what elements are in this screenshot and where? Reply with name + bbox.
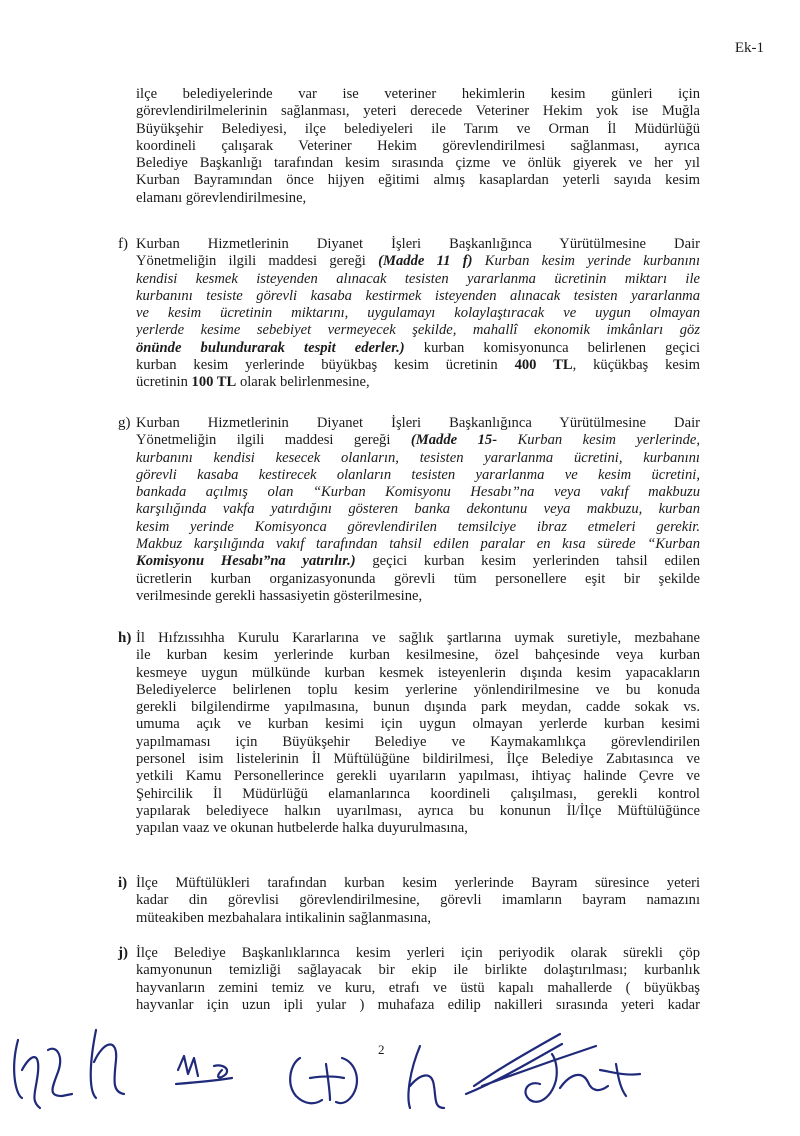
text-line: kurbanını tesiste görevli kasaba kestirmek isteyenden alınacak tesisten yararlanma: [136, 287, 700, 304]
text-line: kurbanını kendisi kesecek olanların, tesisten yararlanma ücretini, kurbanını: [136, 449, 700, 466]
text-line: ücretlerin kurban organizasyonunda görevli tüm personellere eşit bir şekilde: [136, 570, 700, 587]
text-line: hayvanlar için uzun ipli yular ) muhafaza edilip nakilleri sırasında yeteri kadar: [136, 996, 700, 1013]
text-line: Kurban Hizmetlerinin Diyanet İşleri Başkanlığınca Yürütülmesine Dair: [136, 415, 700, 431]
signature-1: [14, 1040, 72, 1108]
signature-2: [91, 1030, 124, 1098]
text-line: verilmesinde gerekli hassasiyetin gösterilmesine,: [136, 587, 423, 604]
item-label-j: j): [118, 945, 128, 961]
text-line: yapılmaması için Büyükşehir Belediye ve Kaymakamlıkça görevlendirilen: [136, 733, 700, 750]
text-line: Yönetmeliğin ilgili maddesi gereği (Madde 15- Kurban kesim yerlerinde,: [136, 432, 700, 449]
signature-5: [408, 1046, 444, 1108]
signature-row: [0, 1000, 800, 1131]
small-animal-fee: 100 TL: [191, 374, 237, 391]
text-line: umuma açık ve kurban kesimi için uygun olmayan yerlerde kurban kesimi: [136, 716, 700, 733]
text-line: Büyükşehir Belediyesi, ilçe belediyeleri ile Tarım ve Orman İl Müdürlüğü: [136, 120, 700, 137]
text-line: Makbuz karşılığında vakıf tarafından tahsil edilen paralar en kısa sürede “Kurban: [136, 536, 700, 553]
text-line: ilçe belediyelerinde var ise veteriner hekimlerin kesim günleri için: [136, 86, 700, 102]
text-line: İlçe Müftülükleri tarafından kurban kesim yerlerinde Bayram süresince yeteri: [136, 875, 700, 891]
text-line: koordineli çalışarak Veteriner Hekim görevlendirilmesi sağlanması, ayrıca: [136, 137, 700, 154]
text-line: ile kurban kesim yerlerinde kurban kesilmesine, özel bahçesinde veya kurban: [136, 647, 700, 664]
text-line: bankada açılmış olan “Kurban Komisyonu Hesabı”na veya vakıf makbuzu: [136, 484, 700, 501]
paragraph-e-continuation: [136, 86, 700, 207]
text-line: Kurban Bayramından önce hijyen eğitimi almış kasaplardan yeterli sayıda kesim: [136, 172, 700, 189]
article-reference: (Madde 11 f): [378, 253, 473, 270]
page-number: 2: [378, 1042, 385, 1057]
paragraph-f: [136, 236, 700, 392]
text-line: görevli kasaba kestirecek olanların tesisten yararlanma ve kesim ücretini,: [136, 466, 700, 483]
text-line: yapılan vaaz ve okunan hutbelerde halka duyurulmasına,: [136, 820, 468, 837]
text-line: Yönetmeliğin ilgili maddesi gereği (Madde 11 f) Kurban kesim yerinde kurbanını: [136, 253, 700, 270]
text-line: yerlerde kesime sebebiyet vermeyecek şekilde, mahallî ekonomik imkânları göz: [136, 322, 700, 339]
text-line: İl Hıfzıssıhha Kurulu Kararlarına ve sağlık şartlarına uymak suretiyle, mezbahane: [136, 630, 700, 646]
signature-4: [290, 1058, 357, 1103]
text-line: kadar din görevlisi görevlendirilmesine, görevli imamların bayram namazını: [136, 892, 700, 909]
text-line: Komisyonu Hesabı”na yatırılır.) geçici kurban kesim yerlerinden tahsil edilen: [136, 553, 700, 570]
large-animal-fee: 400 TL: [514, 357, 573, 374]
text-line: müteakiben mezbahalara intikalinin sağlanmasına,: [136, 909, 432, 926]
text-line: yapılarak belediyece halkın uyarılması, ayrıca bu konunun İl/İlçe Müftülüğünce: [136, 802, 700, 819]
text-line: kendisi kesmek isteyenden alınacak tesisten yararlanma ücretinin miktarı ile: [136, 270, 700, 287]
paragraph-h: [136, 630, 700, 838]
text-line: görevlendirilmelerinin sağlanması, yeteri derecede Veteriner Hekim yok ise Muğla: [136, 103, 700, 120]
text-line: ve kesim ücretinin miktarını, uygulamayı kolaylaştıracak ve uygun olmayan: [136, 305, 700, 322]
text-line: yetkili Kamu Personellerince gerekli uyarıların yapılması, ihtiyaç halinde Çevre ve: [136, 768, 700, 785]
paragraph-i: [136, 875, 700, 927]
text-line: hayvanların zemini temiz ve kuru, etrafı ve üstü kapalı mahallerde ( büyükbaş: [136, 979, 700, 996]
text-line: personel isim listelerinin İl Müftülüğüne bildirilmesi, İlçe Belediye Zabıtasınca ve: [136, 751, 700, 768]
text-line: İlçe Belediye Başkanlıklarınca kesim yerleri için periyodik olarak sürekli çöp: [136, 945, 700, 961]
signature-6: [466, 1034, 596, 1094]
item-label-g: g): [118, 415, 131, 431]
item-label-i: i): [118, 875, 128, 891]
item-label-h: h): [118, 630, 132, 646]
text-line: ücretinin 100 TL olarak belirlenmesine,: [136, 374, 370, 391]
signatures-svg: [0, 1000, 800, 1131]
text-line: kamyonunun temizliği sağlayacak bir ekip ile birlikte dolaştırılması; kurbanlık: [136, 962, 700, 979]
text-line: gerekli bilgilendirme yapılmasına, bunun dışında park meydan, cadde sokak vs.: [136, 699, 700, 716]
signature-7: [525, 1054, 640, 1102]
item-label-f: f): [118, 236, 128, 252]
article-reference: (Madde 15-: [410, 432, 498, 449]
text-line: elamanı görevlendirilmesine,: [136, 189, 307, 206]
signature-3: [176, 1056, 232, 1084]
text-line: Belediye Başkanlığı tarafından kesim sırasında çizme ve önlük giyerek ve her yıl: [136, 155, 700, 172]
text-line: karşılığında vakfa yatırdığını gösteren banka dekontunu veya makbuzu, kurban: [136, 501, 700, 518]
text-line: Belediyelerce belirlenen toplu kesim yerlerine yönlendirilmesine ve bu konuda: [136, 681, 700, 698]
annex-label: Ek-1: [734, 40, 764, 56]
text-line: kesim yerinde Komisyonca görevlendirilen temsilciye ibraz etmeleri gerekir.: [136, 518, 700, 535]
text-line: kesmeye uygun mülkünde kurban kesmek isteyenlerin dışında kesim yapacakların: [136, 664, 700, 681]
text-line: Kurban Hizmetlerinin Diyanet İşleri Başkanlığınca Yürütülmesine Dair: [136, 236, 700, 252]
text-line: önünde bulundurarak tespit ederler.) kurban komisyonunca belirlenen geçici: [136, 339, 700, 356]
paragraph-g: [136, 415, 700, 605]
text-line: Şehircilik İl Müdürlüğü elamanlarınca koordineli çalışılması, gerekli kontrol: [136, 785, 700, 802]
text-line: kurban kesim yerlerinde büyükbaş kesim ücretinin 400 TL, küçükbaş kesim: [136, 357, 700, 374]
